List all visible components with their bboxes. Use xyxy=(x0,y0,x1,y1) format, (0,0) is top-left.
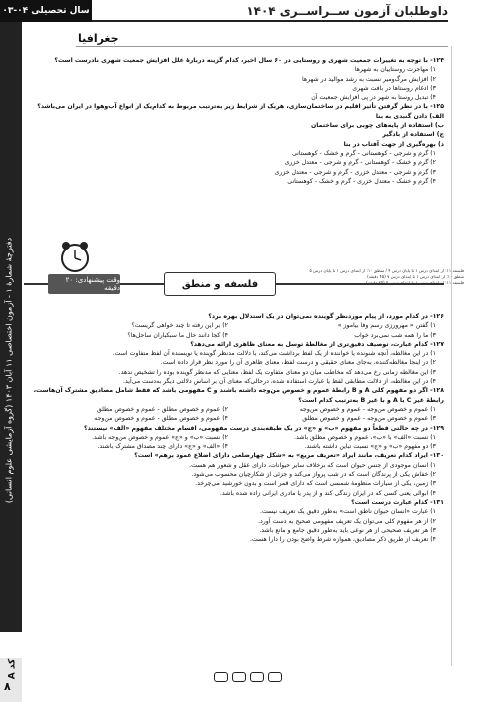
option[interactable]: ۲) بر این رفته تا چند خواهی گریست؟ xyxy=(131,322,228,330)
question-126: ۱۲۶- در کدام مورد، از پیام موردنظر گوینده نمی‌توان در یک استدلال بهره برد؟ xyxy=(208,313,444,320)
question-block xyxy=(28,56,444,186)
page-number: ۸ xyxy=(4,680,11,693)
question-128: ۱۲۸- اگر دو مفهوم کلی A و B رابطهٔ عموم و خصوص من‌وجه داشته باشند و C مفهومی باشد که فقط شامل مصادیق مشترک آن‌هاست، رابطهٔ غیر C با A و با غیر B به‌ترتیب کدام است؟ xyxy=(33,387,444,404)
option[interactable]: ۴) ابوالی یعنی کسی که در ایران زندگی کند و از پدر یا مادری ایرانی زاده شده باشد. xyxy=(219,489,436,497)
footer-mark-icon xyxy=(250,672,264,682)
option[interactable]: ۳) ادغام روستاها در بافت شهری xyxy=(352,84,436,92)
section-banner xyxy=(24,266,464,302)
question-125: ۱۲۵- با در نظر گرفتن تأثیر اقلیم در ساختمان‌سازی، هریک از شرایط زیر به‌ترتیب مربوط به کدام‌یک از انواع آب‌وهوا در ایران می‌باشد؟ xyxy=(37,103,444,111)
option[interactable]: ۴) عموم و خصوص مطلق - عموم و خصوص من‌وجه xyxy=(94,415,228,423)
question-124: ۱۲۴- با توجه به تغییرات جمعیت شهری و روستایی در ۶۰ سال اخیر، کدام گزینه دربارهٔ علل افزایش جمعیت شهری نادرست است؟ xyxy=(54,57,444,64)
info-line: منطق ۱۰: از ابتدای درس ۱ تا ابتدای درس ۷ (۴۵ دقیقه) xyxy=(367,274,464,280)
divider xyxy=(76,46,448,47)
option[interactable]: ۲) در اینجا مغالطه‌کننده، به‌جای معنای حقیقی و درست لفظ، معنای ظاهری آن را مورد نظر قرار داده است. xyxy=(160,359,436,367)
item: ب) استفاده از پایه‌های چوبی برای ساختمان xyxy=(310,122,444,130)
option[interactable]: ۳) زمین، یکی از سیارات منظومهٔ شمسی است که دارای قمر است و بدون خورشید می‌چرخد. xyxy=(195,480,436,488)
item: د) بهره‌گیری از جهت آفتاب در بنا xyxy=(343,140,444,148)
year-label: سال تحصیلی ۰۴-۰۳ xyxy=(0,0,92,22)
option[interactable]: ۱) گرم و شرجی - کوهستانی - گرم و خشک - کوهستانی xyxy=(291,149,436,157)
option[interactable]: ۱) نسبت «الف» با «ب»، عموم و خصوص مطلق باشد. xyxy=(294,433,436,441)
side-strip xyxy=(0,22,22,632)
option[interactable]: ۳) گرم و شرجی - معتدل خزری - گرم و شرجی - معتدل خزری xyxy=(274,168,436,176)
header-rule xyxy=(92,20,448,24)
option[interactable]: ۴) گرم و خشک - معتدل خزری - گرم و خشک - کوهستانی xyxy=(287,177,436,185)
info-line: فلسفه ۱۱: از ابتدای درس ۱ تا پایان درس ۴ / منطق ۱۰: از ابتدای درس ۱ تا پایان درس ۵ xyxy=(309,268,464,273)
section-info xyxy=(286,268,464,298)
question-129: ۱۲۹- در چه حالتی قطعاً دو مفهوم «ب» و «ج» در یک طبقه‌بندی درست مفهومی، اقسام مختلف مفهوم «الف» نیستند؟ xyxy=(84,424,444,432)
question-127: ۱۲۷- کدام عبارت، توصیف دقیق‌تری از مغالطهٔ توسل به معنای ظاهری ارائه می‌دهد؟ xyxy=(190,340,444,348)
option[interactable]: ۳) هر تعریف صحیحی از هر نوعی باید به‌طور دقیق جامع و مانع باشد. xyxy=(259,526,436,534)
option[interactable]: ۳) این مغالطه زمانی رخ می‌دهد که مخاطب میان دو معنای متفاوت یک لفظ، معنایی که مدنظر گوینده بوده را تشخیص ندهد. xyxy=(118,368,436,376)
option[interactable]: ۲) نسبت «ب» و «ج» عموم و خصوص من‌وجه باشد. xyxy=(92,433,228,441)
section-title: فلسفه و منطق xyxy=(164,272,276,296)
code-label: کد A xyxy=(7,658,18,680)
divider xyxy=(451,46,452,666)
footer-mark-icon xyxy=(232,672,246,682)
brand-title: داوطلبان آزمون ســراســری ۱۴۰۴ xyxy=(246,4,448,18)
option[interactable]: ۳) ما را همه شب نمی‌برد خواب xyxy=(354,331,436,339)
option[interactable]: ۴) در این مغالطه، از دلالت مطابقی لفظ یا عبارت استفاده شده، درحالی‌که معنای آن بر اساس دلالتی دیگر به‌دست می‌آید. xyxy=(123,378,436,386)
option[interactable]: ۱) گفتن « مهرورزی رسم وفا بیاموز » xyxy=(337,322,436,330)
option[interactable]: ۳) دو مفهوم «ب» و «ج» نسبت تباین داشته باشند. xyxy=(304,443,436,451)
option[interactable]: ۴) تعریف از طریق ذکر مصادیق، همواره شرط واضح بودن را دارا هست. xyxy=(249,536,436,544)
option[interactable]: ۲) عموم و خصوص مطلق - عموم و خصوص مطلق xyxy=(96,405,228,413)
booklet-info: دفترچهٔ شمارهٔ ۱ - آزمون اختصاصی ۱۱ آبان ۱۴۰۳ (گروه آزمایشی علوم انسانی) xyxy=(4,237,14,504)
option[interactable]: ۴) کجا دانند حال ما سبکباران ساحل‌ها؟ xyxy=(127,331,228,339)
option[interactable]: ۳) عموم و خصوص من‌وجه - عموم و خصوص مطلق xyxy=(302,415,436,423)
item: ج) استفاده از بادگیر xyxy=(382,131,444,139)
option[interactable]: ۱) در این مغالطه، آنچه شنونده یا خواننده از یک لفظ برداشت می‌کند، با دلالت مدنظر گوینده یا نویسنده آن لفظ متفاوت است. xyxy=(112,350,436,358)
question-block xyxy=(28,312,444,544)
option[interactable]: ۲) خفاش یکی از پرندگان است که در شب پرواز می‌کند و جزئی از شکارچیان محسوب می‌شود. xyxy=(191,471,436,479)
item: الف) دادن گنبدی به بنا xyxy=(375,112,444,120)
option[interactable]: ۱) عموم و خصوص من‌وجه - عموم و خصوص من‌وجه xyxy=(299,405,436,413)
question-131: ۱۳۱- کدام عبارت درست است؟ xyxy=(351,498,444,506)
info-line: فلسفه ۱۱: از ابتدای درس ۱ تا ابتدای درس ۵ (۳۵ دقیقه) xyxy=(366,280,464,286)
option[interactable]: ۴) تبدیل روستا به شهر در پی افزایش جمعیت آن xyxy=(311,94,436,102)
option[interactable]: ۱) مهاجرت روستاییان به شهرها xyxy=(354,66,436,74)
subject-title: جغرافیا xyxy=(78,32,119,45)
question-130: ۱۳۰- ایراد کدام تعریف، مانند ایراد «تعریف مربع» به «شکل چهارضلعی دارای اضلاع عمود برهم» است؟ xyxy=(134,452,444,460)
option[interactable]: ۲) گرم و خشک - کوهستانی - گرم و شرجی - معتدل خزری xyxy=(284,159,436,167)
time-label: وقت پیشنهادی: ۲۰ دقیقه xyxy=(48,274,120,294)
footer-decoration xyxy=(214,672,282,682)
footer-mark-icon xyxy=(214,672,228,682)
footer-mark-icon xyxy=(268,672,282,682)
option[interactable]: ۲) از هر مفهوم کلی می‌توان یک تعریف مفهومی صحیح به دست آورد. xyxy=(258,517,436,525)
option[interactable]: ۱) عبارت «انسان حیوان ناطق است» به‌طور دقیق یک تعریف نیست. xyxy=(259,508,436,516)
option[interactable]: ۱) انسان موجودی از جنس حیوان است که برخلاف سایر حیوانات، دارای عقل و شعور هم هست. xyxy=(189,461,436,469)
option[interactable]: ۴) «الف» و «ج» دارای چند مصداق مشترک باشند. xyxy=(97,443,228,451)
option[interactable]: ۲) افزایش مرگ‌ومیر نسبت به رشد موالید در شهرها xyxy=(302,75,436,83)
